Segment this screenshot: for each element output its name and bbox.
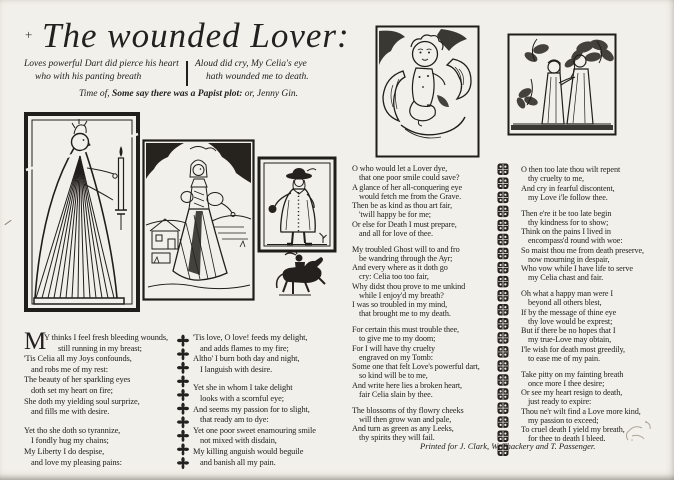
verse-line: and robs me of my rest:	[31, 364, 109, 374]
verse-line: my Love i'le follow thee.	[528, 192, 608, 202]
verse-line: A glance of her all-conquering eye	[352, 182, 463, 192]
ink-smudge	[618, 412, 660, 444]
verse-line: I'le wish for death most greedily,	[521, 344, 625, 354]
verse-line: engraved on my Tomb:	[359, 352, 433, 362]
verse-line: 'twill happy be for me;	[359, 210, 431, 220]
tune-line	[79, 89, 298, 99]
verse-line: Think on the pains I lived in	[521, 227, 611, 236]
stanza	[521, 209, 666, 283]
verse-line: Why didst thou prove to me unkind	[352, 281, 466, 291]
verse-line: thy cruelty to me,	[528, 174, 584, 184]
verse-line: my Celia chast and fair.	[528, 273, 604, 283]
stanza	[352, 164, 497, 238]
verse-line: For certain this must trouble thee,	[352, 325, 460, 334]
subtitle-line: Aloud did cry, My Celia's eye	[195, 59, 307, 69]
verse-line: beyond all others blest,	[528, 298, 602, 308]
verse-line: My Liberty I do despise,	[24, 446, 105, 456]
stanza	[24, 426, 170, 468]
verse-line: If by the message of thine eye	[521, 307, 617, 317]
imprint-line: Printed for J. Clark, W. Thackery and T. Passenger.	[420, 441, 596, 451]
subtitle-line: who with his panting breath	[35, 72, 142, 82]
verse-line: doth set my heart on fire;	[31, 385, 113, 395]
verse-line: that ready am to dye:	[200, 415, 269, 425]
verse-line: But if there be no hopes that I	[521, 326, 616, 335]
verse-column-3	[352, 164, 497, 443]
verse-line: My killing anguish would beguile	[193, 446, 304, 456]
verse-line: Then e're it be too late begin	[521, 208, 612, 218]
verse-line: The blossoms of thy flowry cheeks	[352, 405, 464, 415]
woodcut-horse-and-rider	[271, 252, 333, 297]
verse-line: Yet one poor sweet enamouring smile	[193, 425, 316, 435]
verse-line: be wandring through the Ayr;	[359, 253, 453, 263]
subtitle-line: Loves powerful Dart did pierce his heart	[24, 59, 179, 69]
verse-line: thy spirits they will fail.	[359, 433, 435, 443]
verse-line: for thee to death I bleed.	[528, 434, 606, 444]
verse-line: Some one that felt Love's powerful dart,	[352, 362, 480, 371]
verse-line: and banish all my pain.	[200, 457, 276, 467]
verse-line: will then grow wan and pale,	[359, 414, 452, 424]
subtitle-right	[195, 58, 309, 84]
verse-line: fair Celia slain by thee.	[359, 389, 433, 399]
verse-line: that one poor smile could save?	[359, 173, 460, 183]
verse-line: For I will have thy cruelty	[352, 343, 436, 353]
verse-line: not mixed with disdain,	[200, 436, 277, 446]
verse-line: and all for love of thee.	[359, 228, 433, 238]
subtitle-left	[24, 58, 179, 84]
verse-line: The beauty of her sparkling eyes	[24, 375, 131, 385]
verse-line: I languish with desire.	[200, 364, 273, 374]
verse-line: And every where as it doth go	[352, 263, 448, 272]
verse-line: thy love would be exprest;	[528, 316, 613, 326]
woodcut-lady-in-landscape	[142, 139, 255, 301]
verse-line: encompass'd round with woe:	[528, 236, 623, 246]
verse-line: Altho' I burn both day and night,	[193, 354, 300, 364]
stanza	[193, 383, 343, 468]
verse-line: looks with a scornful eye;	[200, 393, 284, 403]
verse-line: to give me to my doom;	[359, 334, 436, 344]
printers-cross-icon: +	[25, 27, 33, 42]
verse-line: She doth my yielding soul surprize,	[24, 396, 140, 406]
tune-prefix: Time of,	[79, 89, 112, 99]
subtitle-line: hath wounded me to death.	[206, 72, 309, 82]
verse-line: O who would let a Lover dye,	[352, 164, 448, 173]
verse-line: my true-Love may obtain,	[528, 335, 612, 345]
verse-column-4	[521, 165, 666, 444]
subtitle-divider-rule	[186, 61, 188, 86]
stanza	[521, 289, 666, 363]
verse-line: I fondly hug my chains;	[31, 436, 109, 446]
drop-cap: M	[24, 328, 47, 355]
margin-mark	[4, 220, 11, 225]
verse-line: to ease me of my pain.	[528, 353, 600, 363]
verse-line: just ready to expire:	[528, 397, 592, 407]
verse-line: and fills me with desire.	[31, 407, 110, 417]
verse-line: So maist thou me from death preserve,	[521, 245, 644, 255]
verse-line: Thou ne'r wilt find a Love more kind,	[521, 406, 641, 416]
stanza	[352, 325, 497, 399]
verse-line: while I enjoy'd my breath?	[359, 290, 444, 300]
verse-line: And seems my passion for to slight,	[193, 404, 310, 414]
stanza	[521, 165, 666, 202]
verse-line: now mourning in despair,	[528, 254, 610, 264]
verse-line: To cruel death I yield my breath,	[521, 425, 625, 434]
verse-line: would fetch me from the Grave.	[359, 191, 462, 201]
verse-line: Then be as kind as thou art fair,	[352, 201, 453, 210]
verse-line: My troubled Ghost will to and fro	[352, 244, 460, 254]
verse-column-2	[193, 333, 343, 468]
verse-line: cry: Celia too too fair,	[359, 272, 429, 282]
verse-line: and love my pleasing pains:	[31, 457, 122, 467]
verse-line: Yet tho she doth so tyrannize,	[24, 425, 121, 435]
verse-line: Take pitty on my fainting breath	[521, 369, 624, 379]
scan-edge-shading	[0, 474, 674, 480]
stanza	[193, 333, 343, 375]
verse-line: that brought me to my death.	[359, 309, 451, 319]
stanza	[352, 245, 497, 319]
tune-title: Some say there was a Papist plot:	[112, 89, 243, 99]
verse-line: Or see my heart resign to death,	[521, 388, 623, 397]
woodcut-courting-couple-with-trees	[507, 33, 617, 136]
verse-line: still running in my breast;	[58, 343, 142, 353]
verse-line: my passion to exceed;	[528, 415, 599, 425]
verse-line: Or else for Death I must prepare,	[352, 219, 457, 229]
woodcut-cherub-with-foliage	[375, 25, 480, 158]
verse-line: so kind will be to me,	[359, 371, 428, 381]
fleuron-divider-right	[495, 163, 511, 459]
verse-column-1	[24, 328, 170, 468]
fleuron-divider-left	[175, 334, 191, 472]
page-title: The wounded Lover:	[42, 16, 350, 55]
verse-line: and adds flames to my fire;	[200, 343, 289, 353]
verse-line: thy kindness for to show;	[528, 217, 609, 227]
verse-line: once more I thee desire;	[528, 378, 605, 388]
verse-line: Y thinks I feel fresh bleeding wounds,	[44, 333, 169, 342]
verse-line: Yet she in whom I take delight	[193, 383, 293, 393]
verse-line: And cry in fearful discontent,	[521, 183, 615, 193]
verse-line: Oh what a happy man were I	[521, 289, 613, 298]
verse-line: And turn as green as any Leeks,	[352, 424, 454, 433]
verse-line: O then too late thou wilt repent	[521, 165, 621, 174]
verse-line: 'Tis Celia all my Joys confounds,	[24, 354, 132, 364]
tune-suffix: or, Jenny Gin.	[242, 89, 299, 99]
verse-line: 'Tis love, O love! feeds my delight,	[193, 333, 308, 342]
woodcut-veiled-figure-holding-candle	[24, 112, 140, 312]
stanza	[352, 406, 497, 443]
verse-line: Who vow while I have life to serve	[521, 264, 633, 273]
verse-line: I was so troubled in my mind,	[352, 300, 448, 309]
woodcut-gentleman-in-coat-and-hat	[257, 156, 337, 253]
verse-line: And write here lies a broken heart,	[352, 380, 462, 390]
